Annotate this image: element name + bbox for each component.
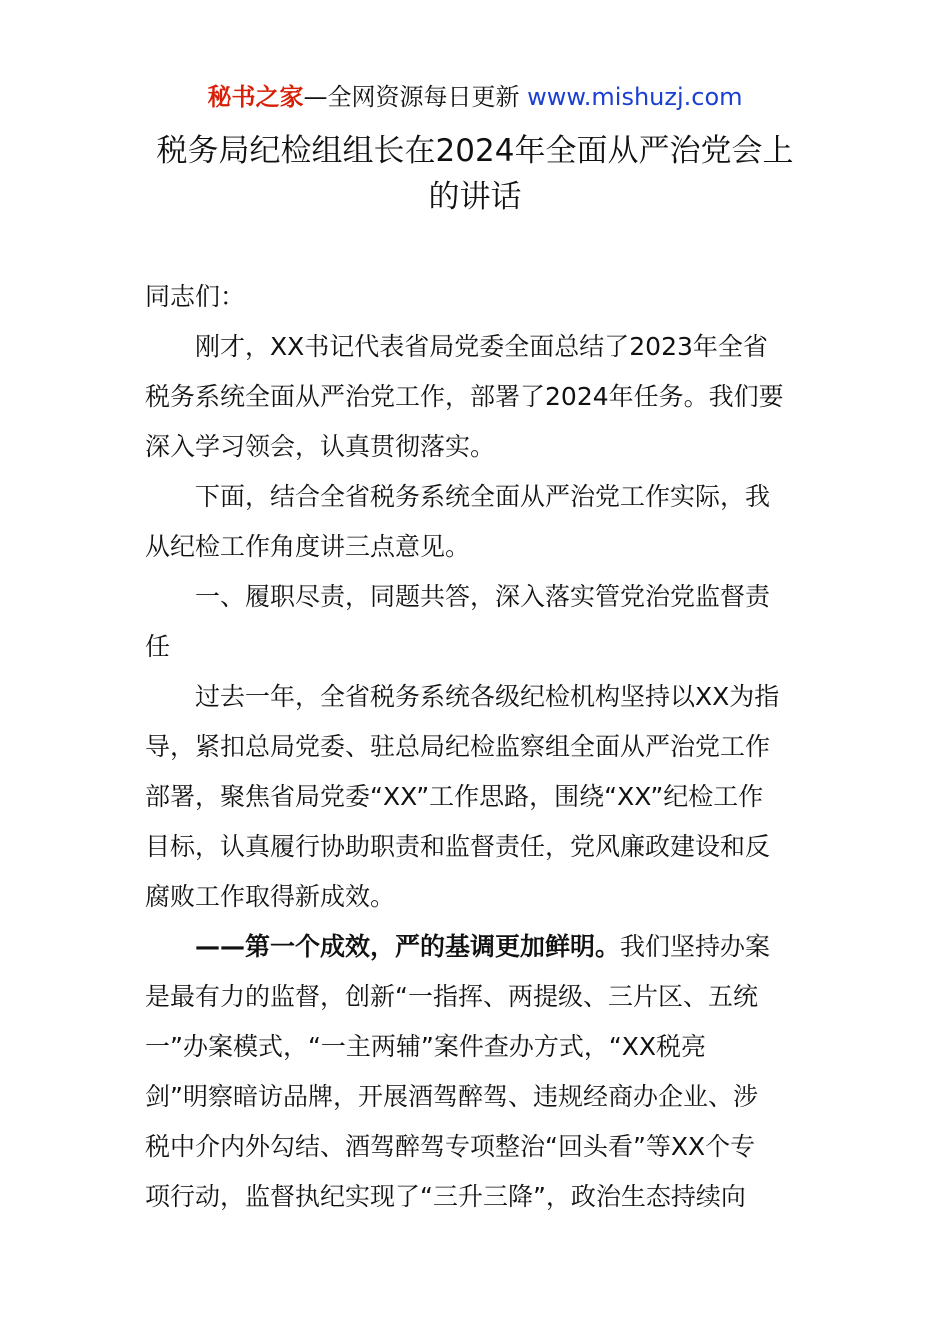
paragraph-text: 我们坚持办案 <box>620 932 771 961</box>
title-line-2: 的讲话 <box>428 179 522 215</box>
paragraph-line <box>145 922 810 972</box>
paragraph-line: 是最有力的监督，创新“一指挥、两提级、三片区、五统 <box>145 982 758 1011</box>
greeting: 同志们： <box>145 282 246 311</box>
paragraph-line: 税务系统全面从严治党工作，部署了2024年任务。我们要 <box>145 382 784 411</box>
paragraph-line: 一”办案模式，“一主两辅”案件查办方式，“XX税亮 <box>145 1032 707 1061</box>
paragraph-line: 部署，聚焦省局党委“XX”工作思路，围绕“XX”纪检工作 <box>145 782 764 811</box>
paragraph-line: 深入学习领会，认真贯彻落实。 <box>145 432 496 461</box>
paragraph-line: 税中介内外勾结、酒驾醉驾专项整治“回头看”等XX个专 <box>145 1132 756 1161</box>
header-dash: — <box>303 83 328 111</box>
paragraph-line: 从纪检工作角度讲三点意见。 <box>145 532 471 561</box>
site-header <box>0 80 950 114</box>
paragraph-line: 腐败工作取得新成效。 <box>145 882 396 911</box>
paragraph-line: 下面，结合全省税务系统全面从严治党工作实际，我 <box>195 482 771 511</box>
paragraph-line: 刚才，XX书记代表省局党委全面总结了2023年全省 <box>195 332 768 361</box>
paragraph-line: 过去一年，全省税务系统各级纪检机构坚持以XX为指 <box>195 682 780 711</box>
header-tagline: 全网资源每日更新 <box>327 83 520 111</box>
paragraph-line: 目标，认真履行协助职责和监督责任，党风廉政建设和反 <box>145 832 771 861</box>
document-title <box>120 128 830 220</box>
site-url[interactable]: www.mishuzj.com <box>527 83 743 111</box>
brand-name: 秘书之家 <box>207 83 304 111</box>
title-line-1: 税务局纪检组组长在2024年全面从严治党会上 <box>156 133 794 169</box>
section-heading-line: 一、履职尽责，同题共答，深入落实管党治党监督责 <box>195 582 771 611</box>
document-body <box>145 272 810 1222</box>
section-heading-line: 任 <box>145 632 171 661</box>
achievement-heading: ——第一个成效，严的基调更加鲜明。 <box>195 932 621 961</box>
paragraph-line: 剑”明察暗访品牌，开展酒驾醉驾、违规经商办企业、涉 <box>145 1082 758 1111</box>
paragraph-line: 项行动，监督执纪实现了“三升三降”，政治生态持续向 <box>145 1182 746 1211</box>
paragraph-line: 导，紧扣总局党委、驻总局纪检监察组全面从严治党工作 <box>145 732 771 761</box>
